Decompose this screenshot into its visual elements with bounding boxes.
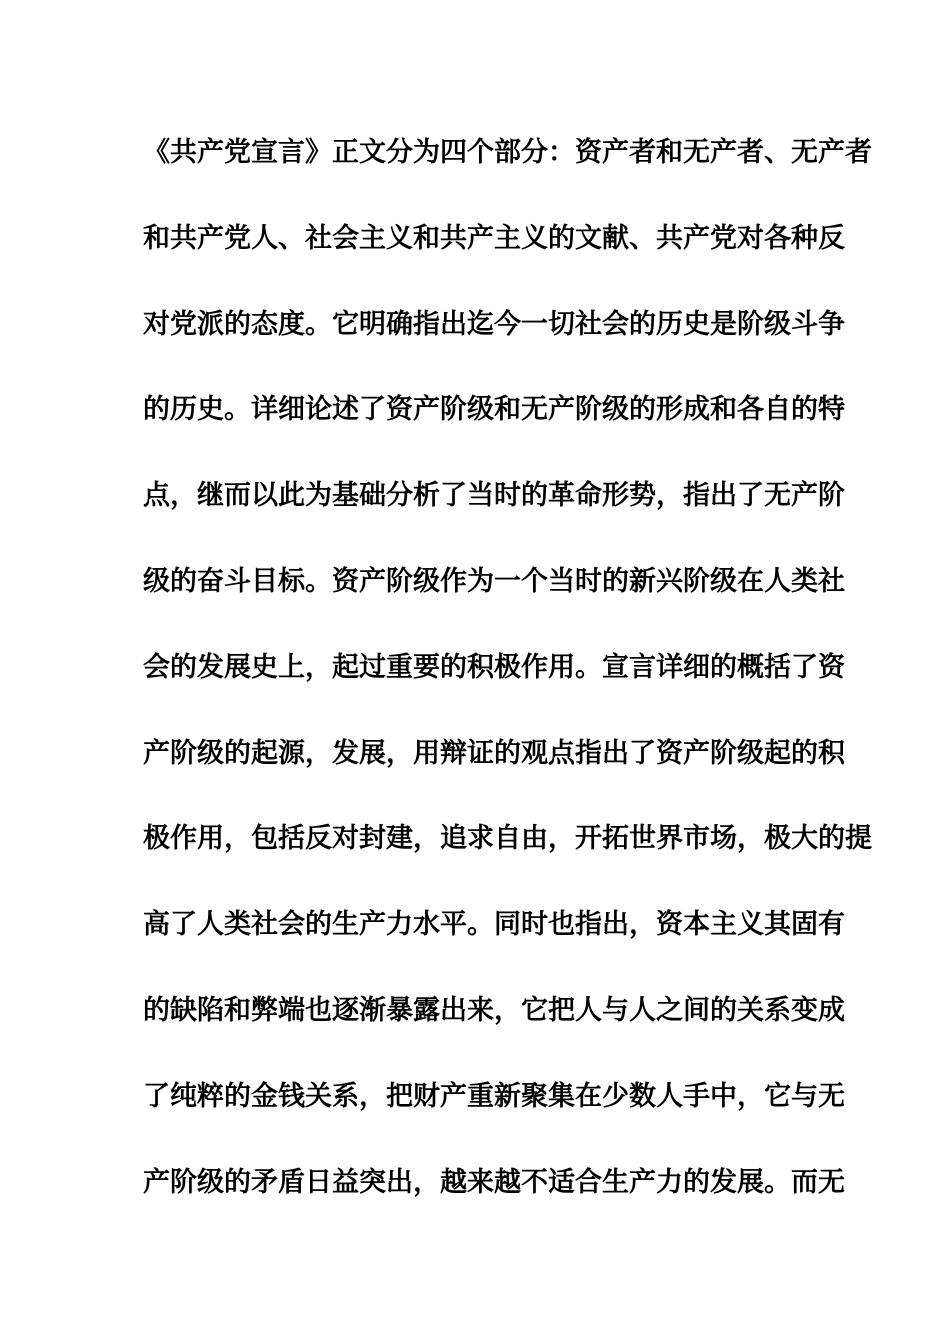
text-line-1: 《共产党宣言》正文分为四个部分：资产者和无产者、无产者 — [143, 137, 872, 168]
text-line-4: 的历史。详细论述了资产阶级和无产阶级的形成和各自的特 — [143, 394, 845, 426]
text-line-10: 高了人类社会的生产力水平。同时也指出，资本主义其固有 — [143, 909, 845, 941]
text-line-5: 点，继而以此为基础分析了当时的革命形势，指出了无产阶 — [143, 480, 845, 512]
text-line-3: 对党派的态度。它明确指出迄今一切社会的历史是阶级斗争 — [143, 308, 845, 340]
text-line-9: 极作用，包括反对封建，追求自由，开拓世界市场，极大的提 — [143, 823, 872, 855]
text-line-8: 产阶级的起源，发展，用辩证的观点指出了资产阶级起的积 — [143, 737, 845, 769]
text-line-12: 了纯粹的金钱关系，把财产重新聚集在少数人手中，它与无 — [143, 1080, 845, 1112]
text-line-7: 会的发展史上，起过重要的积极作用。宣言详细的概括了资 — [143, 651, 845, 683]
text-line-11: 的缺陷和弊端也逐渐暴露出来，它把人与人之间的关系变成 — [143, 994, 845, 1026]
text-line-6: 级的奋斗目标。资产阶级作为一个当时的新兴阶级在人类社 — [143, 565, 845, 597]
text-line-13: 产阶级的矛盾日益突出，越来越不适合生产力的发展。而无 — [143, 1166, 845, 1198]
body-paragraph — [143, 130, 872, 1245]
text-line-2: 和共产党人、社会主义和共产主义的文献、共产党对各种反 — [143, 222, 845, 254]
